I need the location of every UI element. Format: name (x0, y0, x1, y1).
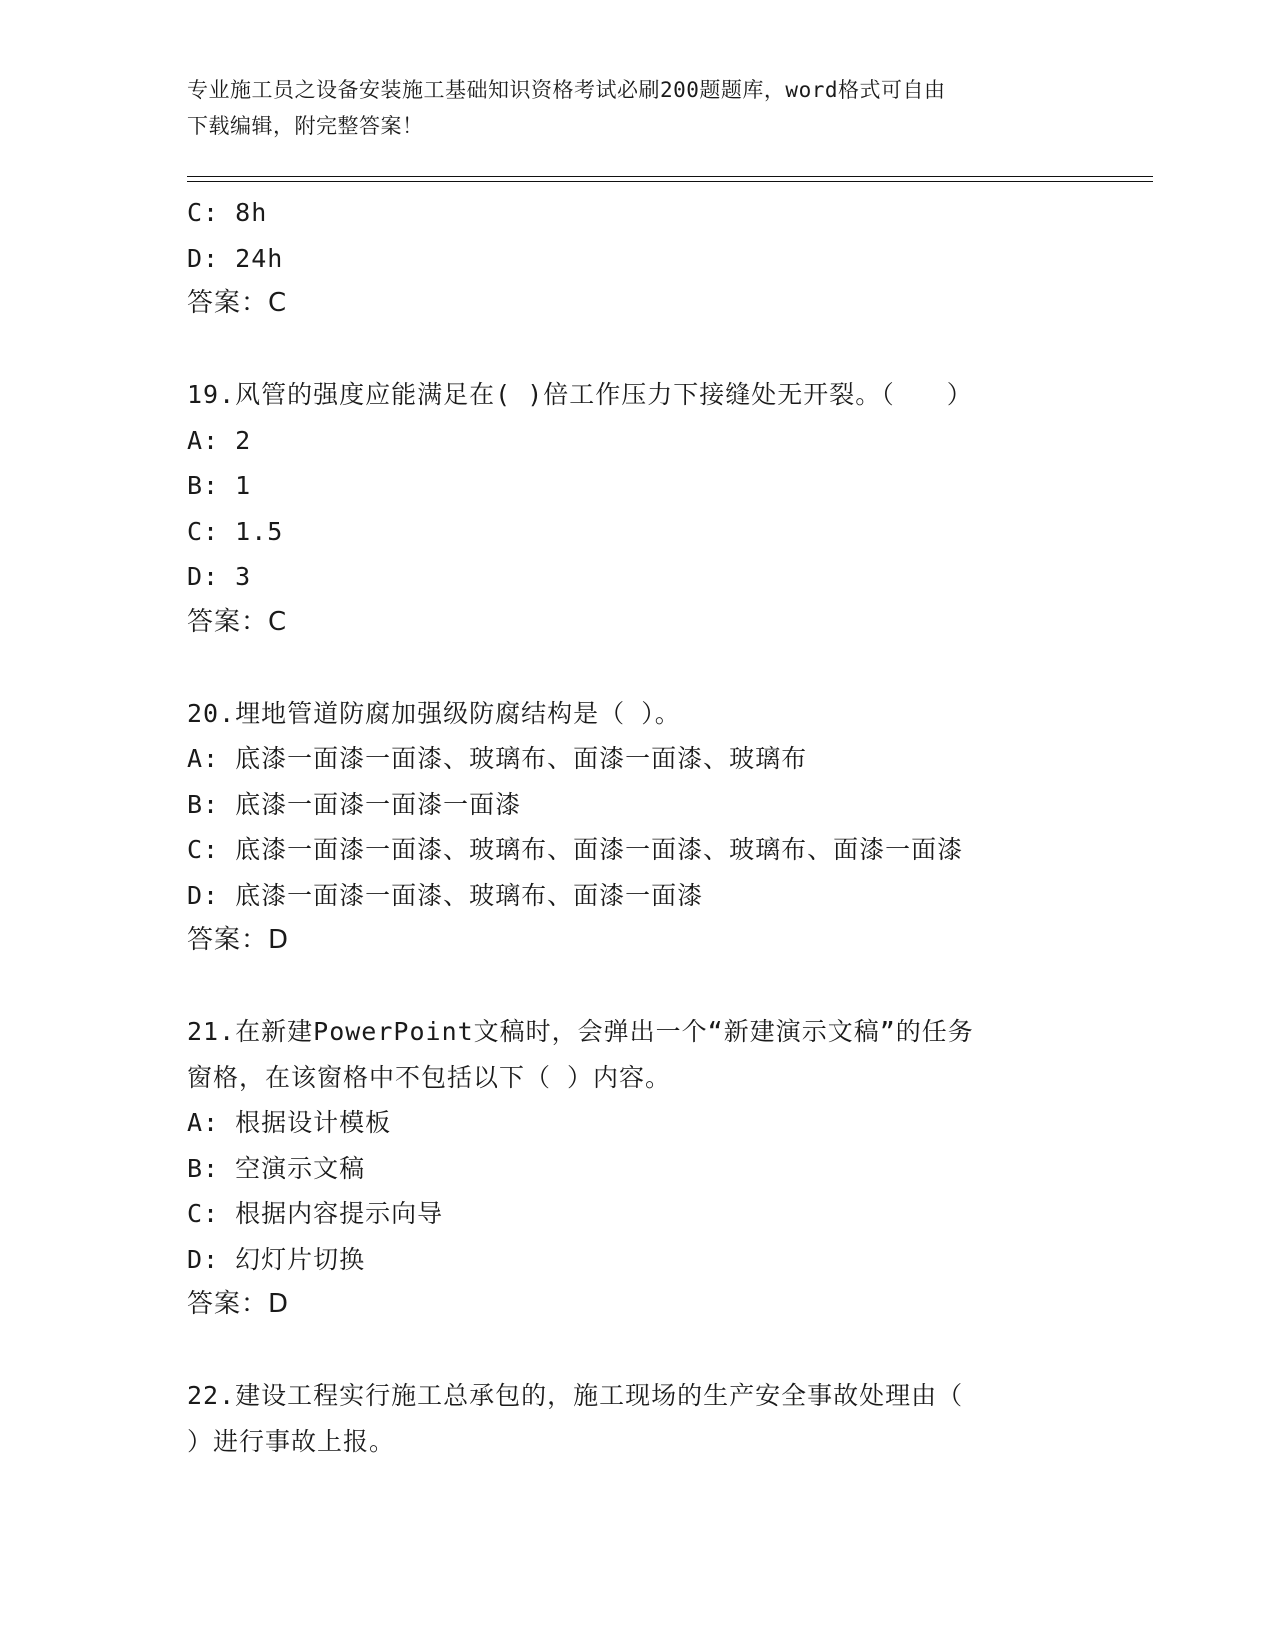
question-stem-line-2: 窗格，在该窗格中不包括以下（ ）内容。 (187, 1062, 672, 1092)
option-c: C: 底漆一面漆一面漆、玻璃布、面漆一面漆、玻璃布、面漆一面漆 (187, 835, 964, 864)
question-stem: 20.埋地管道防腐加强级防腐结构是（ ）。 (187, 698, 681, 728)
question-18-tail (187, 190, 1087, 327)
answer: 答案：C (187, 606, 288, 637)
question-stem-line-1: 22.建设工程实行施工总承包的，施工现场的生产安全事故处理由（ (187, 1381, 964, 1410)
option-d: D: 幻灯片切换 (187, 1244, 366, 1274)
question-list (187, 190, 1087, 1464)
option-d: D: 3 (187, 562, 252, 591)
option-a: A: 2 (187, 425, 252, 455)
header-rule-bottom (187, 181, 1153, 182)
question-19 (187, 372, 1087, 645)
option-c: C: 1.5 (187, 516, 284, 546)
document-header (187, 72, 1077, 144)
answer: 答案：D (187, 925, 290, 955)
option-a: A: 底漆一面漆一面漆、玻璃布、面漆一面漆、玻璃布 (187, 744, 808, 773)
header-line-2: 下载编辑，附完整答案！ (187, 114, 424, 138)
answer: 答案：C (187, 288, 288, 318)
question-stem-line-2: ）进行事故上报。 (187, 1426, 396, 1456)
option-b: B: 底漆一面漆一面漆一面漆 (187, 789, 522, 819)
option-c: C: 根据内容提示向导 (187, 1199, 444, 1228)
question-stem: 19.风管的强度应能满足在( )倍工作压力下接缝处无开裂。（ ） (187, 380, 973, 409)
question-stem-line-1: 21.在新建PowerPoint文稿时，会弹出一个“新建演示文稿”的任务 (187, 1017, 974, 1046)
option-b: B: 空演示文稿 (187, 1153, 366, 1183)
question-21 (187, 1009, 1087, 1328)
header-rule-top (187, 176, 1153, 177)
option-b: B: 1 (187, 471, 252, 500)
option-c: C: 8h (187, 198, 268, 227)
question-20 (187, 691, 1087, 964)
option-d: D: 24h (187, 243, 284, 273)
header-line-1: 专业施工员之设备安装施工基础知识资格考试必刷200题题库，word格式可自由 (187, 78, 946, 102)
option-d: D: 底漆一面漆一面漆、玻璃布、面漆一面漆 (187, 880, 704, 910)
question-22 (187, 1373, 1087, 1464)
option-a: A: 根据设计模板 (187, 1108, 392, 1137)
answer: 答案：D (187, 1289, 290, 1319)
